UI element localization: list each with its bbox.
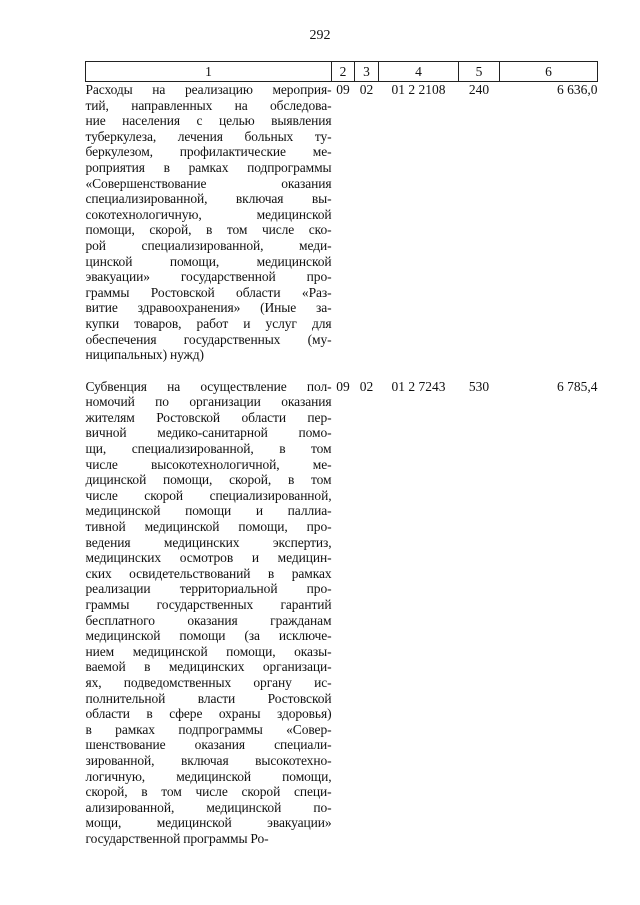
amount-value: 6 636,0 [557,82,598,97]
column-header-2: 2 [332,62,355,82]
row-description [86,379,332,847]
description-line: медицинских осмотров и медицин- [85,550,332,566]
description-line: дицинской помощи, скорой, в том [85,472,332,488]
page-number: 292 [309,28,331,43]
description-line: ских освидетельствований в рамках [85,565,332,581]
row-spacer-cell [86,363,598,379]
amount-value: 6 785,4 [557,378,598,394]
description-line: жителям Ростовской области пер- [85,409,332,425]
column-header-4: 4 [379,62,459,82]
description-line: помощи, скорой, в том числе ско- [85,222,332,238]
description-line: туберкулеза, лечения больных ту- [85,128,332,144]
description-line: полнительной власти Ростовской [85,690,332,706]
description-line: мощи, медицинской эвакуации» [85,815,332,831]
description-line: ях, подведомственных органу ис- [85,674,332,690]
description-line: рой специализированной, меди- [85,237,332,253]
description-line: шенствование оказания специали- [85,737,332,753]
description-line: цинской помощи, медицинской [85,253,332,269]
description-line: ниципальных) нужд) [85,347,204,363]
description-line: эвакуации» государственной про- [85,269,332,285]
description-line: витие здравоохранения» (Иные за- [85,300,332,316]
description-line: тий, направленных на обследова- [85,97,332,113]
row-spacer [86,363,598,379]
description-line: ведения медицинских экспертиз, [85,534,332,550]
expense-type-code: 530 [468,378,490,394]
description-line: скорой, в том числе скорой специ- [85,784,332,800]
section-code: 09 [336,378,350,394]
description-line: числе скорой специализированной, [85,487,332,503]
description-line: в рамках подпрограммы «Совер- [85,721,332,737]
description-line: вичной медико-санитарной помо- [85,425,332,441]
description-line: Субвенция на осуществление пол- [85,378,332,394]
description-line: логичную, медицинской помощи, [85,768,332,784]
description-line: номочий по организации оказания [85,394,332,410]
description-line: области в сфере охраны здоровья) [85,706,332,722]
budget-table [85,61,598,847]
description-line: обеспечения государственных (му- [85,331,332,347]
table-row [86,379,598,847]
description-line: ализированной, медицинской по- [85,799,332,815]
description-line: зированной, включая высокотехно- [85,752,332,768]
expense-type-code: 240 [468,82,490,97]
target-article-code: 01 2 2108 [391,82,446,97]
subsection-code: 02 [359,82,374,97]
description-line: тивной медицинской помощи, про- [85,519,332,535]
description-line: нием медицинской помощи, оказы- [85,643,332,659]
description-line: числе высокотехнологичной, ме- [85,456,332,472]
section-code: 09 [336,82,350,97]
description-line: беркулезом, профилактические ме- [85,144,332,160]
column-header-5: 5 [459,62,500,82]
column-header-3: 3 [355,62,379,82]
column-header-1: 1 [86,62,332,82]
description-line: граммы государственных гарантий [85,597,332,612]
row-description [86,82,332,363]
description-line: ние населения с целью выявления [85,113,332,129]
column-header-6: 6 [500,62,598,82]
table-row [86,82,598,363]
description-line: реализации территориальной про- [85,581,332,597]
description-line: сокотехнологичную, медицинской [85,206,332,222]
description-line: медицинской помощи (за исключе- [85,628,332,644]
description-line: государственной программы Ро- [85,830,269,846]
table-body [86,82,598,847]
description-line: граммы Ростовской области «Раз- [85,284,332,300]
description-line: «Совершенствование оказания [85,175,332,191]
subsection-code: 02 [359,378,374,394]
description-line: медицинской помощи и паллиа- [85,503,332,519]
description-line: бесплатного оказания гражданам [85,612,332,628]
description-line: купки товаров, работ и услуг для [85,315,332,331]
table-header [86,62,598,82]
description-line: роприятия в рамках подпрограммы [85,159,332,175]
description-line: щи, специализированной, в том [85,441,332,457]
target-article-code: 01 2 7243 [391,378,446,394]
description-line: Расходы на реализацию мероприя- [85,82,332,97]
description-line: ваемой в медицинских организаци- [85,659,332,675]
description-line: специализированной, включая вы- [85,191,332,207]
